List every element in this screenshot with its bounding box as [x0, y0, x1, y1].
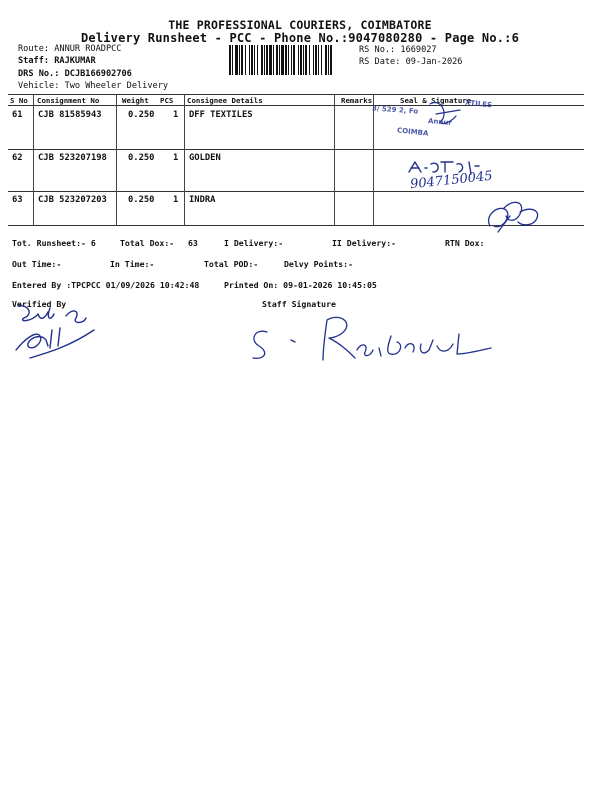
- out-time: Out Time:-: [12, 259, 62, 269]
- barcode-bar: [276, 45, 278, 75]
- row-consignee: GOLDEN: [189, 153, 221, 163]
- barcode-bar: [285, 45, 287, 75]
- staff-signature-label: Staff Signature: [262, 299, 336, 309]
- staff-label: Staff:: [18, 56, 50, 66]
- barcode-bar: [279, 45, 280, 75]
- barcode-bar: [273, 45, 274, 75]
- barcode-bar: [254, 45, 255, 75]
- row-consignment: CJB 81585943: [38, 110, 102, 120]
- barcode-bar: [239, 45, 240, 75]
- barcode-bar: [313, 45, 314, 75]
- rs-number: RS No.: 1669027: [359, 45, 437, 55]
- header-weight: Weight: [122, 96, 149, 105]
- drs-value: DCJB166902706: [64, 69, 132, 79]
- rtn-dox: RTN Dox:: [445, 238, 485, 248]
- delvy-points: Delvy Points:-: [284, 259, 354, 269]
- row-weight: 0.250: [128, 195, 155, 205]
- barcode-bar: [315, 45, 317, 75]
- barcode-bar: [309, 45, 310, 75]
- header-consignment: Consignment No: [37, 96, 100, 105]
- barcode-bar: [291, 45, 292, 75]
- header-remarks: Remarks: [341, 96, 373, 105]
- row-sno: 63: [12, 195, 23, 205]
- row-consignment: CJB 523207203: [38, 195, 107, 205]
- table-top-border: [8, 94, 584, 95]
- printed-on: Printed On: 09-01-2026 10:45:05: [224, 280, 377, 290]
- header-sno: S No: [10, 96, 28, 105]
- barcode-bar: [305, 45, 307, 75]
- total-dox-value: 63: [188, 238, 198, 248]
- company-seal-stamp: [370, 96, 520, 146]
- barcode-bar: [300, 45, 302, 75]
- staff-line: [18, 56, 96, 66]
- barcode-bar: [281, 45, 284, 75]
- row-sno: 62: [12, 153, 23, 163]
- barcode-bar: [241, 45, 243, 75]
- barcode-bar: [257, 45, 258, 75]
- column-divider: [184, 94, 185, 226]
- row-consignee: INDRA: [189, 195, 216, 205]
- tot-runsheet: Tot. Runsheet:- 6: [12, 238, 96, 248]
- barcode-bar: [266, 45, 268, 75]
- stamp-signature-scribble: [370, 96, 520, 146]
- staff-signature: [245, 310, 495, 366]
- row-pcs: 1: [173, 195, 179, 205]
- route-text: Route: ANNUR ROADPCC: [18, 44, 122, 54]
- barcode-bar: [325, 45, 327, 75]
- barcode-bar: [232, 45, 233, 75]
- consignee-signature: [480, 196, 550, 240]
- document-title: THE PROFESSIONAL COURIERS, COIMBATORE: [168, 18, 432, 32]
- barcode-bar: [235, 45, 238, 75]
- row-weight: 0.250: [128, 110, 155, 120]
- rs-date: RS Date: 09-Jan-2026: [359, 57, 463, 67]
- total-pod: Total POD:-: [204, 259, 259, 269]
- barcode-bar: [251, 45, 253, 75]
- barcode-image: [229, 45, 355, 75]
- barcode-bar: [293, 45, 295, 75]
- row-weight: 0.250: [128, 153, 155, 163]
- column-divider: [334, 94, 335, 226]
- stamp-line: 3/ 529 2, Fo: [371, 104, 419, 116]
- stamp-line: XTILES: [464, 98, 493, 110]
- handwritten-phone: 9047150045: [409, 168, 494, 193]
- barcode-bar: [303, 45, 304, 75]
- column-divider: [33, 94, 34, 226]
- i-delivery: I Delivery:-: [224, 238, 284, 248]
- stamp-line: Annur: [427, 116, 453, 128]
- barcode-bar: [269, 45, 272, 75]
- stamp-line: COIMBA: [396, 126, 429, 138]
- column-divider: [116, 94, 117, 226]
- entered-by: Entered By :TPCPCC 01/09/2026 10:42:48: [12, 280, 200, 290]
- row-sno: 61: [12, 110, 23, 120]
- barcode-bar: [245, 45, 246, 75]
- row-pcs: 1: [173, 110, 179, 120]
- verified-by-label: Verified By: [12, 299, 67, 309]
- header-consignee: Consignee Details: [187, 96, 263, 105]
- barcode-bar: [264, 45, 265, 75]
- ii-delivery: II Delivery:-: [332, 238, 397, 248]
- row-consignment: CJB 523207198: [38, 153, 107, 163]
- drs-line: [18, 69, 132, 79]
- row-consignee: DFF TEXTILES: [189, 110, 253, 120]
- barcode-bar: [321, 45, 322, 75]
- barcode-bar: [330, 45, 332, 75]
- verified-by-signature: [10, 300, 100, 362]
- barcode-bar: [328, 45, 329, 75]
- document-subtitle: Delivery Runsheet - PCC - Phone No.:9047080280 - Page No.:6: [80, 31, 520, 45]
- barcode-bar: [249, 45, 250, 75]
- staff-value: RAJKUMAR: [54, 56, 96, 66]
- barcode-bar: [318, 45, 319, 75]
- barcode-bar: [229, 45, 231, 75]
- vehicle-text: Vehicle: Two Wheeler Delivery: [18, 81, 169, 91]
- row-pcs: 1: [173, 153, 179, 163]
- row-divider: [8, 149, 584, 150]
- header-pcs: PCS: [160, 96, 174, 105]
- barcode-bar: [298, 45, 299, 75]
- barcode-bar: [261, 45, 263, 75]
- in-time: In Time:-: [110, 259, 155, 269]
- drs-label: DRS No.:: [18, 69, 60, 79]
- total-dox-label: Total Dox:-: [120, 238, 175, 248]
- barcode-bar: [288, 45, 289, 75]
- header-seal-signature: Seal & Signature: [400, 96, 472, 105]
